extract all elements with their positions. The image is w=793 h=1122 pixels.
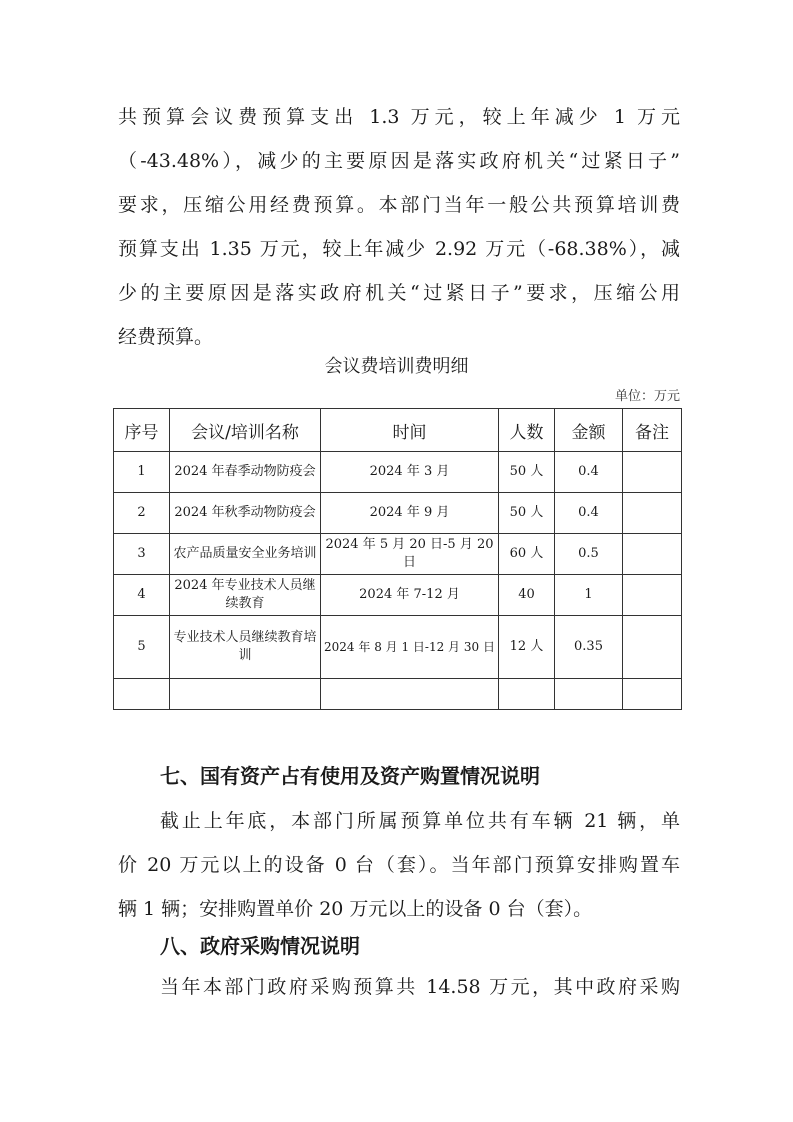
cell-no: 5 — [114, 616, 170, 679]
table-row — [114, 575, 682, 616]
paragraph-line: 共预算会议费预算支出 1.3 万元，较上年减少 1 万元 — [118, 106, 680, 128]
cell-empty — [170, 679, 321, 710]
paragraph-line: 截止上年底，本部门所属预算单位共有车辆 21 辆，单 — [160, 810, 680, 832]
cell-amount: 0.35 — [555, 616, 623, 679]
cell-people: 12 人 — [499, 616, 555, 679]
section-heading-procurement: 八、政府采购情况说明 — [160, 934, 360, 958]
cell-note — [623, 493, 682, 534]
table-row — [114, 616, 682, 679]
table-title: 会议费培训费明细 — [324, 356, 469, 377]
cell-people: 60 人 — [499, 534, 555, 575]
paragraph-line: 要求，压缩公用经费预算。本部门当年一般公共预算培训费 — [118, 194, 680, 216]
cell-empty — [321, 679, 499, 710]
column-header-name: 会议/培训名称 — [170, 409, 321, 452]
paragraph-line: 当年本部门政府采购预算共 14.58 万元，其中政府采购 — [160, 976, 680, 998]
cell-amount: 0.5 — [555, 534, 623, 575]
table-row-empty — [114, 679, 682, 710]
cell-empty — [499, 679, 555, 710]
cell-note — [623, 575, 682, 616]
column-header-time: 时间 — [321, 409, 499, 452]
paragraph-line: 辆 1 辆；安排购置单价 20 万元以上的设备 0 台（套）。 — [118, 898, 593, 920]
cell-name: 2024 年专业技术人员继续教育 — [170, 575, 321, 616]
table-row — [114, 534, 682, 575]
cell-empty — [623, 679, 682, 710]
table-row — [114, 452, 682, 493]
paragraph-line: 少的主要原因是落实政府机关“过紧日子”要求，压缩公用 — [118, 282, 680, 304]
cell-amount: 0.4 — [555, 452, 623, 493]
cell-name: 农产品质量安全业务培训 — [170, 534, 321, 575]
cell-people: 50 人 — [499, 452, 555, 493]
cell-time: 2024 年 3 月 — [321, 452, 499, 493]
table-row — [114, 493, 682, 534]
table-unit-label: 单位：万元 — [614, 389, 680, 404]
paragraph-line: 预算支出 1.35 万元，较上年减少 2.92 万元（-68.38%），减 — [118, 238, 680, 260]
cell-name: 2024 年秋季动物防疫会 — [170, 493, 321, 534]
column-header-no: 序号 — [114, 409, 170, 452]
cell-no: 4 — [114, 575, 170, 616]
cell-time: 2024 年 5 月 20 日-5 月 20 日 — [321, 534, 499, 575]
cell-no: 1 — [114, 452, 170, 493]
cell-empty — [114, 679, 170, 710]
cell-name: 2024 年春季动物防疫会 — [170, 452, 321, 493]
cell-empty — [555, 679, 623, 710]
paragraph-line: （-43.48%），减少的主要原因是落实政府机关“过紧日子” — [118, 150, 680, 172]
cell-no: 2 — [114, 493, 170, 534]
cell-note — [623, 616, 682, 679]
paragraph-line: 价 20 万元以上的设备 0 台（套）。当年部门预算安排购置车 — [118, 854, 680, 876]
meeting-training-table — [113, 408, 682, 710]
column-header-amount: 金额 — [555, 409, 623, 452]
cell-people: 40 — [499, 575, 555, 616]
column-header-note: 备注 — [623, 409, 682, 452]
column-header-people: 人数 — [499, 409, 555, 452]
cell-amount: 1 — [555, 575, 623, 616]
cell-people: 50 人 — [499, 493, 555, 534]
cell-time: 2024 年 7-12 月 — [321, 575, 499, 616]
cell-name: 专业技术人员继续教育培训 — [170, 616, 321, 679]
cell-amount: 0.4 — [555, 493, 623, 534]
section-heading-assets: 七、国有资产占有使用及资产购置情况说明 — [160, 764, 540, 788]
table-header-row — [114, 409, 682, 452]
cell-time: 2024 年 8 月 1 日-12 月 30 日 — [321, 616, 499, 679]
cell-no: 3 — [114, 534, 170, 575]
cell-note — [623, 452, 682, 493]
cell-note — [623, 534, 682, 575]
paragraph-line: 经费预算。 — [118, 326, 214, 348]
cell-time: 2024 年 9 月 — [321, 493, 499, 534]
